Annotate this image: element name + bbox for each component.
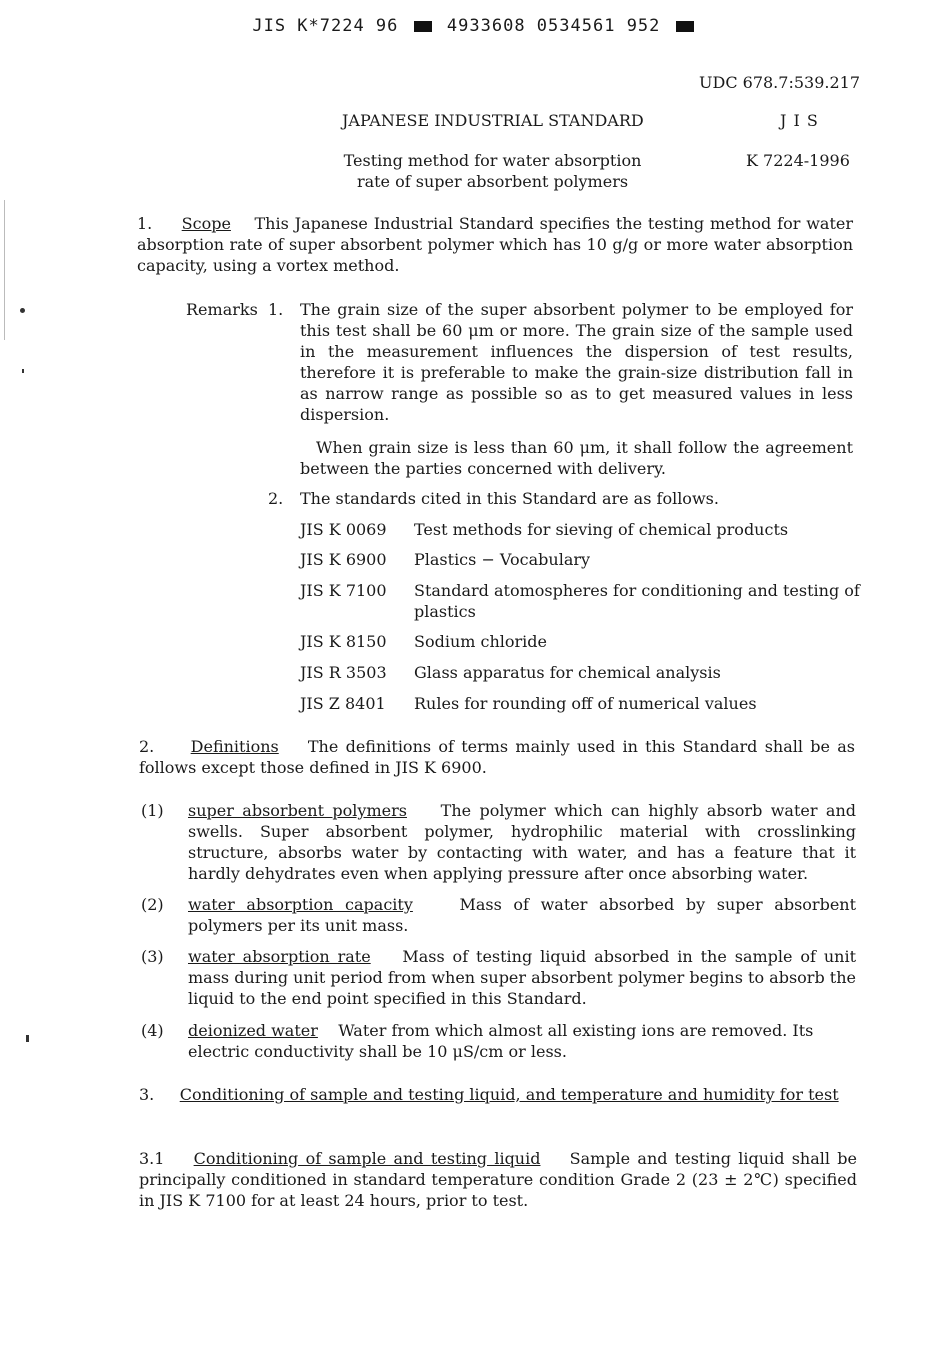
remark-1-number: 1. bbox=[268, 300, 284, 319]
scan-speck bbox=[20, 308, 25, 313]
definition-text: Water from which almost all existing ions are removed. Its electric conductivity shall be 10 μS/cm or less. bbox=[188, 1021, 814, 1061]
code-left: JIS K*7224 96 bbox=[252, 16, 399, 36]
ref-title: Rules for rounding off of numerical values bbox=[414, 694, 757, 713]
definition-term: water absorption rate bbox=[188, 947, 371, 966]
ref-title: Test methods for sieving of chemical products bbox=[414, 520, 789, 539]
definition-item bbox=[188, 800, 856, 884]
jis-label: J I S bbox=[780, 111, 819, 130]
remark-1-text: The grain size of the super absorbent polymer to be employed for this test shall be 60 μm or more. The grain size of the sample used in the measurement influences the dispersion of test results, therefore it is preferable to make the grain-size distribution fall in as narrow range as possible so as to get measured values in less dispersion. bbox=[300, 300, 853, 424]
document-title bbox=[320, 150, 665, 192]
section-number: 3. bbox=[139, 1085, 155, 1104]
ref-title: Sodium chloride bbox=[414, 632, 548, 651]
definition-text: Mass of water absorbed by super absorbent polymers per its unit mass. bbox=[188, 895, 857, 935]
remark-2-text: The standards cited in this Standard are as follows. bbox=[300, 489, 719, 508]
definition-item bbox=[188, 894, 856, 936]
ref-code: JIS Z 8401 bbox=[300, 694, 386, 713]
ref-code: JIS K 0069 bbox=[300, 520, 387, 539]
definition-term: super absorbent polymers bbox=[188, 801, 407, 820]
section-definitions bbox=[139, 736, 855, 778]
definition-number: (3) bbox=[141, 947, 164, 966]
standard-organization: JAPANESE INDUSTRIAL STANDARD bbox=[342, 111, 644, 130]
section-heading: Conditioning of sample and testing liquid, and temperature and humidity for test bbox=[179, 1085, 839, 1104]
black-block-mark bbox=[414, 21, 432, 32]
ref-title: Glass apparatus for chemical analysis bbox=[414, 663, 721, 682]
section-number: 1. bbox=[137, 214, 153, 233]
definition-text: Mass of testing liquid absorbed in the sample of unit mass during unit period from when super absorbent polymer begins to absorb the liquid to the end point specified in this Standard. bbox=[188, 947, 857, 1008]
title-line-2: rate of super absorbent polymers bbox=[356, 172, 629, 191]
definition-item bbox=[188, 1020, 856, 1062]
standard-number: K 7224-1996 bbox=[746, 151, 850, 170]
section-number: 2. bbox=[139, 737, 155, 756]
section-conditioning bbox=[139, 1084, 857, 1105]
section-heading: Definitions bbox=[190, 737, 279, 756]
ref-title: Standard atomospheres for conditioning and testing of plastics bbox=[414, 581, 860, 621]
remark-2-number: 2. bbox=[268, 489, 284, 508]
definition-number: (4) bbox=[141, 1021, 164, 1040]
definition-item bbox=[188, 946, 856, 1009]
document-code-header bbox=[0, 16, 950, 37]
section-text: The definitions of terms mainly used in this Standard shall be as follows except those defined in JIS K 6900. bbox=[139, 737, 855, 777]
ref-code: JIS K 8150 bbox=[300, 632, 387, 651]
title-line-1: Testing method for water absorption bbox=[343, 151, 642, 170]
ref-code: JIS R 3503 bbox=[300, 663, 387, 682]
remark-1-text-2: When grain size is less than 60 μm, it shall follow the agreement between the parties concerned with delivery. bbox=[300, 438, 853, 478]
code-right: 952 bbox=[626, 16, 661, 36]
udc-number: UDC 678.7:539.217 bbox=[699, 73, 860, 92]
definition-number: (1) bbox=[141, 801, 164, 820]
section-heading: Scope bbox=[181, 214, 231, 233]
scan-margin-line bbox=[4, 200, 5, 340]
section-number: 3.1 bbox=[139, 1149, 165, 1168]
code-mid: 4933608 0534561 bbox=[446, 16, 616, 36]
black-block-mark bbox=[676, 21, 694, 32]
section-text: Sample and testing liquid shall be principally conditioned in standard temperature condition Grade 2 (23 ± 2℃) specified in JIS K 7100 for at least 24 hours, prior to test. bbox=[139, 1149, 858, 1210]
ref-title: Plastics − Vocabulary bbox=[414, 550, 591, 569]
definition-term: deionized water bbox=[188, 1021, 318, 1040]
cited-standards-list bbox=[300, 519, 860, 719]
section-heading: Conditioning of sample and testing liquid bbox=[193, 1149, 541, 1168]
remarks-label: Remarks bbox=[186, 300, 258, 319]
section-text: This Japanese Industrial Standard specifies the testing method for water absorption rate of super absorbent polymer which has 10 g/g or more water absorption capacity, using a vortex method. bbox=[137, 214, 854, 275]
subsection-conditioning-sample bbox=[139, 1148, 857, 1211]
definition-term: water absorption capacity bbox=[188, 895, 413, 914]
scan-speck bbox=[22, 369, 24, 373]
definition-number: (2) bbox=[141, 895, 164, 914]
scan-speck bbox=[26, 1035, 29, 1042]
ref-code: JIS K 7100 bbox=[300, 581, 387, 600]
ref-code: JIS K 6900 bbox=[300, 550, 387, 569]
section-scope bbox=[137, 213, 853, 276]
definition-text: The polymer which can highly absorb water and swells. Super absorbent polymer, hydrophilic material with crosslinking structure, absorbs water by contacting with water, and has a feature that it hardly dehydrates even when applying pressure after once absorbing water. bbox=[188, 801, 857, 883]
